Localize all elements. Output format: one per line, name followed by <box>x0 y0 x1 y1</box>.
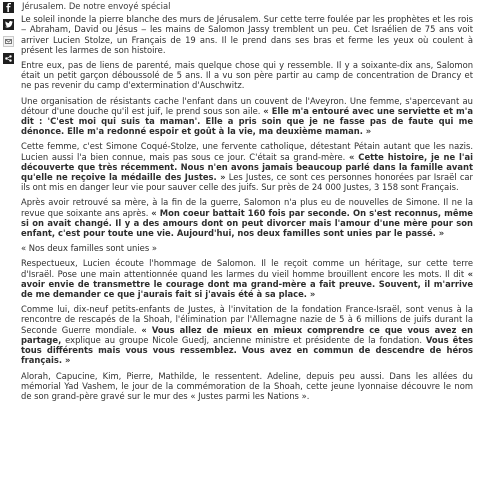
paragraph-text: Comme lui, dix-neuf petits-enfants de Justes, à l'invitation de la fondation France-Israël, sont venus à la rencontre de rescapés de la Shoah, l'élimination par l'Allemagne nazie de 5 à 6 millions de juifs durant la Seconde Guerre mondiale. <box>21 304 473 335</box>
paragraph-text: Les Justes, ce sont ces personnes honorées par Israël car ils ont mis en danger leur vie pour sauver celle des juifs. Sur près de 24 000 Justes, 3 158 sont Français. <box>21 172 473 193</box>
paragraph-text: Après avoir retrouvé sa mère, à la fin de la guerre, Salomon n'a plus eu de nouvelles de Simone. Il ne la revue que soixante ans après. <box>21 197 473 218</box>
quote-text: « Elle m'a entouré avec une serviette et m'a dit : 'C'est moi qui suis ta maman'. Elle a pris soin que je ne fasse pas de faute qui me dénonce. Elle m'a redonné espoir et goût à la vie, ma deuxième maman. » <box>21 105 473 137</box>
quote-text: « Mon coeur battait 160 fois par seconde. On s'est reconnus, même si on avait changé. Il y a des amours dont on peut divorcer mais l'amour d'une mère pour son enfant, c'est pour toute une vie. Aujourd'hui, nos deux familles sont unies par le passé. » <box>21 207 473 239</box>
twitter-icon[interactable] <box>3 19 14 30</box>
quote-text: « Cette histoire, je ne l'ai découverte que très récemment. Nous n'en avons jamais beaucoup parlé dans la famille avant qu'elle ne reçoive la médaille des Justes. » <box>21 151 474 183</box>
paragraph-text: Cette femme, c'est Simone Coqué-Stolze, une fervente catholique, détestant Pétain autant que les nazis. Lucien aussi l'a bien connue, mais pas sous ce jour. C'était sa grand-mère. <box>21 141 473 162</box>
quote-text: « Vous allez de mieux en mieux comprendre ce que vous avez en partage, <box>21 324 473 345</box>
paragraph-text: Entre eux, pas de liens de parenté, mais quelque chose qui y ressemble. Il y a soixante-dix ans, Salomon était un petit garçon déboussolé de 5 ans. Il a vu son père partir au camp de concentration de Drancy et ne pas revenir du camp d'extermination d'Auschwitz. <box>21 60 473 91</box>
paragraph-8 <box>21 304 473 365</box>
subheading <box>21 243 473 253</box>
paragraph-text: explique au groupe Nicole Guedj, ancienne ministre et présidente de la fondation. <box>61 334 426 345</box>
quote-text: « avoir envie de transmettre le courage dont ma grand-mère a fait preuve. Souvent, il m'arrive de me demander ce que j'aurais fait si j'avais été à sa place. » <box>21 268 473 300</box>
paragraph-text: Respectueux, Lucien écoute l'hommage de Salomon. Il le reçoit comme un héritage, sur cette terre d'Israël. Pose une main attentionnée quand les larmes du vieil homme brouillent encore les mots. Il dit <box>21 258 473 279</box>
share-icon[interactable] <box>3 53 14 64</box>
paragraph-4 <box>21 141 473 192</box>
mail-icon[interactable] <box>3 36 14 47</box>
subheading-text: « Nos deux familles sont unies » <box>21 243 157 254</box>
share-toolbar <box>3 2 17 70</box>
article-body <box>21 1 473 406</box>
paragraph-text: Une organisation de résistants cache l'enfant dans un couvent de l'Aveyron. Une femme, s'apercevant au détour d'une douche qu'il est juif, le prend sous son aile. <box>21 95 473 116</box>
paragraph-7 <box>21 258 473 299</box>
paragraph-5 <box>21 197 473 238</box>
article-dateline: Jérusalem. De notre envoyé spécial <box>22 1 171 11</box>
paragraph-9 <box>21 371 473 402</box>
paragraph-text: Alorah, Capucine, Kim, Pierre, Mathilde, le ressentent. Adeline, depuis peu aussi. Dans les allées du mémorial Yad Vashem, le jour de la commémoration de la Shoah, cette jeune lyonnaise découvre le nom de son grand-père gravé sur le mur des « Justes parmi les Nations ». <box>21 370 473 401</box>
paragraph-3 <box>21 96 473 137</box>
paragraph-2 <box>21 60 473 91</box>
quote-text: Vous êtes tous différents mais vous vous ressemblez. Vous avez en commun de descendre de héros français. » <box>21 334 473 366</box>
paragraph-text: Le soleil inonde la pierre blanche des murs de Jérusalem. Sur cette terre foulée par les prophètes et les rois ‒ Abraham, David ou Jésus ‒ les mains de Salomon Jassy tremblent un peu. Cet Israélien de 75 ans voit arriver Lucien Stolze, un Français de 19 ans. Il le prend dans ses bras et ferme les yeux où coulent à présent les larmes de son histoire. <box>21 14 473 55</box>
facebook-icon[interactable] <box>3 2 14 13</box>
paragraph-1 <box>21 14 473 55</box>
